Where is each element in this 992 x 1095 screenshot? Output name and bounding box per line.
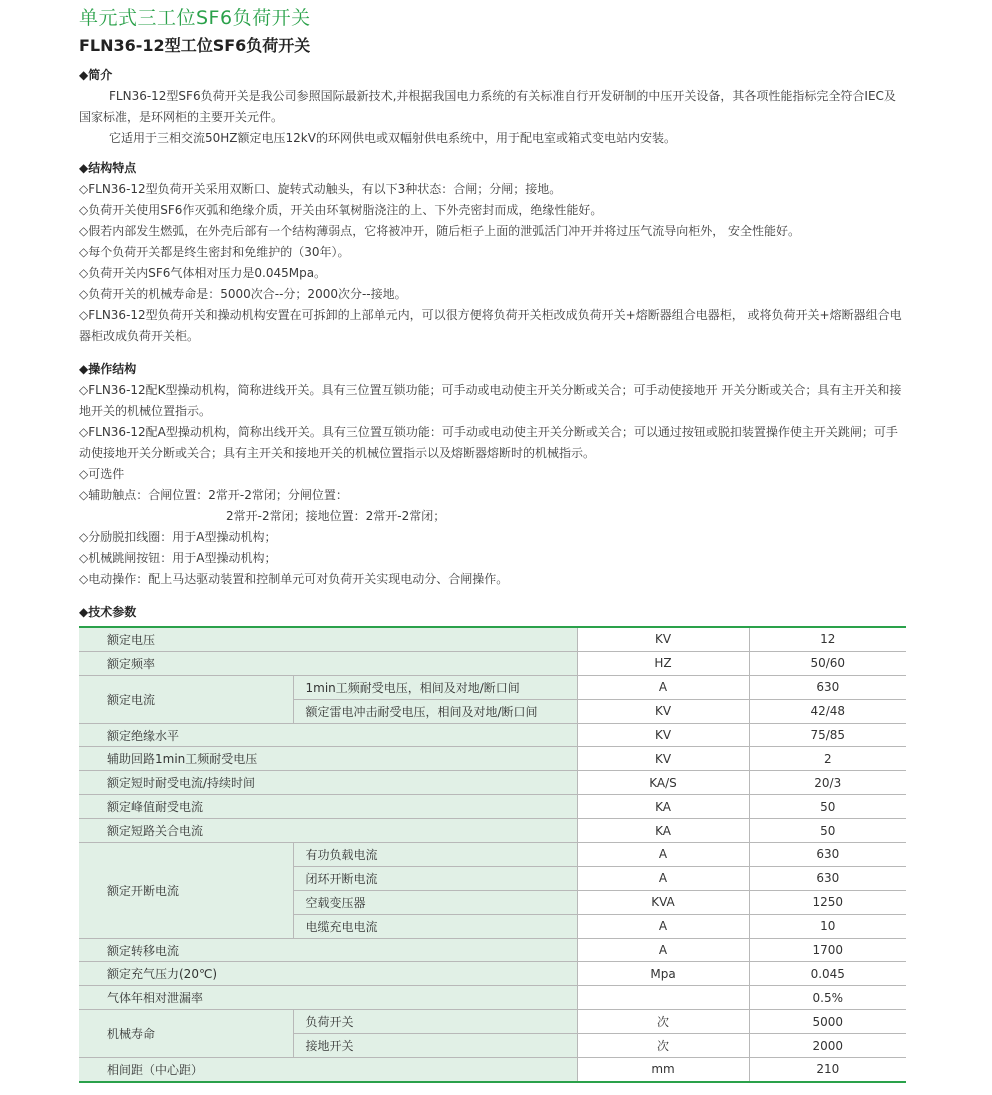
params-section [79,602,907,623]
param-unit: 次 [577,1010,749,1034]
param-value: 1700 [749,938,906,962]
param-name: 机械寿命 [79,1010,293,1058]
structure-item: ◇FLN36-12型负荷开关采用双断口、旋转式动触头，有以下3种状态：合闸；分闸；接地。 [79,182,562,196]
param-name: 额定电压 [79,627,577,651]
table-row [79,1010,906,1034]
table-row [79,819,906,843]
param-subname: 负荷开关 [293,1010,577,1034]
param-value: 0.045 [749,962,906,986]
param-subname: 电缆充电电流 [293,914,577,938]
param-value: 210 [749,1058,906,1082]
table-row [79,962,906,986]
param-value: 50 [749,795,906,819]
param-value: 1250 [749,890,906,914]
operation-item-continued: 2常开-2常闭；接地位置：2常开-2常闭； [226,509,446,523]
param-unit: A [577,843,749,867]
table-row [79,747,906,771]
operation-item: ◇可选件 [79,467,125,481]
param-unit: Mpa [577,962,749,986]
table-row [79,986,906,1010]
param-value: 42/48 [749,699,906,723]
param-unit: A [577,866,749,890]
table-row [79,938,906,962]
table-row [79,771,906,795]
param-subname: 额定雷电冲击耐受电压，相间及对地/断口间 [293,699,577,723]
operation-item: ◇辅助触点：合闸位置：2常开-2常闭；分闸位置： [79,488,348,502]
param-value: 12 [749,627,906,651]
param-value: 20/3 [749,771,906,795]
param-unit: KV [577,747,749,771]
param-name: 额定短时耐受电流/持续时间 [79,771,577,795]
structure-item: ◇负荷开关的机械寿命是：5000次合--分；2000次分--接地。 [79,287,407,301]
param-value: 75/85 [749,723,906,747]
param-name: 额定充气压力(20℃) [79,962,577,986]
param-unit: mm [577,1058,749,1082]
param-unit [577,986,749,1010]
intro-paragraph: FLN36-12型SF6负荷开关是我公司参照国际最新技术,并根据我国电力系统的有关标准自行开发研制的中压开关设备，其各项性能指标完全符合IEC及国家标准，是环网柜的主要开关元件。 [79,89,896,124]
param-value: 50 [749,819,906,843]
structure-item: ◇FLN36-12型负荷开关和操动机构安置在可拆卸的上部单元内，可以很方便将负荷开关柜改成负荷开关+熔断器组合电器柜， 或将负荷开关+熔断器组合电器柜改成负荷开关柜。 [79,308,902,343]
structure-heading: ◆结构特点 [79,161,137,175]
param-name: 相间距（中心距） [79,1058,577,1082]
structure-item: ◇负荷开关内SF6气体相对压力是0.045Mpa。 [79,266,327,280]
param-name: 额定绝缘水平 [79,723,577,747]
param-unit: KA [577,819,749,843]
param-name: 气体年相对泄漏率 [79,986,577,1010]
operation-item: ◇分励脱扣线圈：用于A型操动机构； [79,530,277,544]
param-name: 额定开断电流 [79,843,293,939]
param-unit: A [577,675,749,699]
table-row [79,651,906,675]
params-heading: ◆技术参数 [79,605,137,619]
param-name: 额定电流 [79,675,293,723]
param-unit: KA/S [577,771,749,795]
page-subtitle: FLN36-12型工位SF6负荷开关 [79,36,311,55]
param-value: 630 [749,866,906,890]
structure-section [79,158,907,347]
param-subname: 闭环开断电流 [293,866,577,890]
params-table [79,626,906,1083]
table-row [79,1058,906,1082]
param-unit: HZ [577,651,749,675]
page-title: 单元式三工位SF6负荷开关 [79,7,311,29]
param-subname: 空载变压器 [293,890,577,914]
operation-heading: ◆操作结构 [79,362,137,376]
param-unit: 次 [577,1034,749,1058]
param-unit: KV [577,627,749,651]
param-unit: KA [577,795,749,819]
table-row [79,627,906,651]
param-subname: 有功负载电流 [293,843,577,867]
structure-item: ◇负荷开关使用SF6作灭弧和绝缘介质，开关由环氧树脂浇注的上、下外壳密封而成，绝缘性能好。 [79,203,603,217]
param-value: 630 [749,843,906,867]
intro-paragraph: 它适用于三相交流50HZ额定电压12kV的环网供电或双幅射供电系统中，用于配电室或箱式变电站内安装。 [109,131,676,145]
intro-section [79,65,907,149]
operation-item: ◇FLN36-12配A型操动机构，简称出线开关。具有三位置互锁功能：可手动或电动使主开关分断或关合；可以通过按钮或脱扣装置操作使主开关跳闸；可手动使接地开关分断或关合；具有主开关和接地开关的机械位置指示以及熔断器熔断时的机械指示。 [79,425,898,460]
param-value: 0.5% [749,986,906,1010]
param-unit: KV [577,723,749,747]
operation-item: ◇机械跳闸按钮：用于A型操动机构； [79,551,277,565]
param-name: 额定频率 [79,651,577,675]
table-row [79,795,906,819]
param-unit: KV [577,699,749,723]
param-unit: A [577,914,749,938]
param-name: 辅助回路1min工频耐受电压 [79,747,577,771]
table-row [79,675,906,699]
param-value: 5000 [749,1010,906,1034]
operation-item: ◇FLN36-12配K型操动机构，简称进线开关。具有三位置互锁功能；可手动或电动使主开关分断或关合；可手动使接地开 开关分断或关合；具有主开关和接地开关的机械位置指示。 [79,383,902,418]
operation-item: ◇电动操作：配上马达驱动装置和控制单元可对负荷开关实现电动分、合闸操作。 [79,572,509,586]
param-value: 10 [749,914,906,938]
table-row [79,843,906,867]
param-value: 50/60 [749,651,906,675]
table-row [79,723,906,747]
structure-item: ◇假若内部发生燃弧，在外壳后部有一个结构薄弱点，它将被冲开，随后柜子上面的泄弧活门冲开并将过压气流导向柜外， 安全性能好。 [79,224,801,238]
param-subname: 接地开关 [293,1034,577,1058]
operation-section [79,359,907,590]
param-value: 2000 [749,1034,906,1058]
param-name: 额定转移电流 [79,938,577,962]
param-name: 额定短路关合电流 [79,819,577,843]
param-value: 2 [749,747,906,771]
structure-item: ◇每个负荷开关都是终生密封和免维护的（30年）。 [79,245,350,259]
param-subname: 1min工频耐受电压，相间及对地/断口间 [293,675,577,699]
param-unit: KVA [577,890,749,914]
intro-heading: ◆简介 [79,68,113,82]
param-value: 630 [749,675,906,699]
param-unit: A [577,938,749,962]
param-name: 额定峰值耐受电流 [79,795,577,819]
